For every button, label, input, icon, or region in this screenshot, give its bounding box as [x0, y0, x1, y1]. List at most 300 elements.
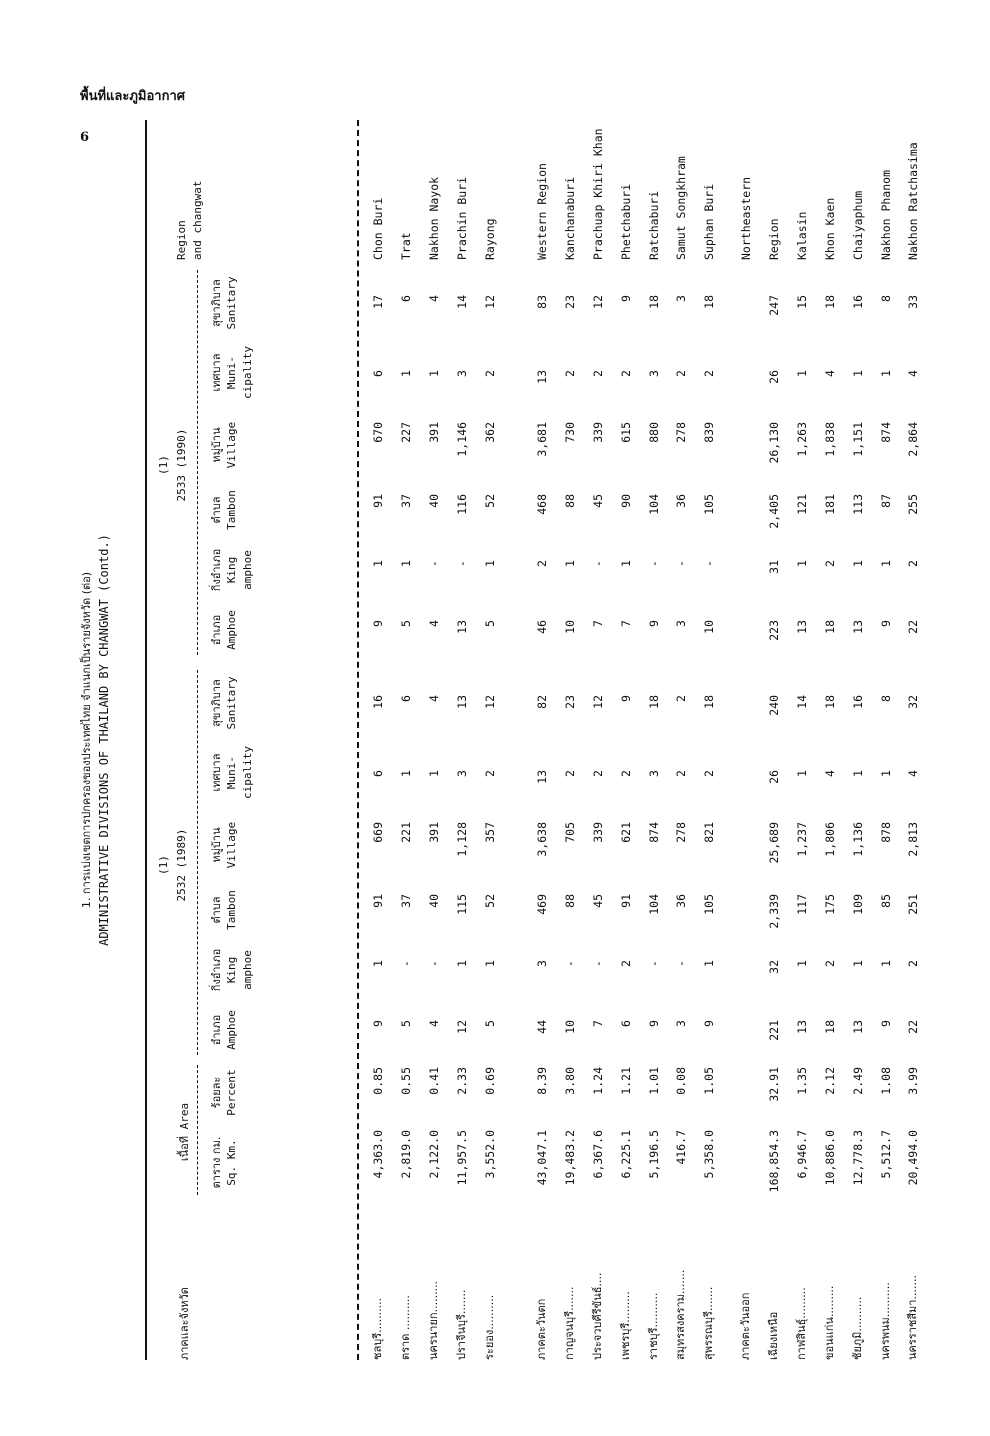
cell-m89: 3	[646, 770, 661, 777]
cell-sqkm: 12,778.3	[850, 1130, 865, 1186]
cell-v90: 1,146	[454, 422, 469, 457]
cell-pct: 2.33	[454, 1067, 469, 1095]
cell-k89: 1	[482, 960, 497, 967]
cell-s89: 18	[646, 695, 661, 709]
cell-a89: 12	[454, 1020, 469, 1034]
cell-k89: -	[562, 960, 577, 967]
cell-thai: ชัยภูมิ..........	[850, 1296, 864, 1360]
cell-t90: 88	[562, 494, 577, 508]
cell-k90: 2	[822, 560, 837, 567]
cell-v90: 874	[878, 422, 893, 443]
cell-a89: 18	[822, 1020, 837, 1034]
cell-s89: 8	[878, 695, 893, 702]
cell-s89: 6	[398, 695, 413, 702]
cell-pct: 0.69	[482, 1067, 497, 1095]
cell-v90: 880	[646, 422, 661, 443]
header-amphoe-90-eng: Amphoe	[225, 610, 238, 650]
cell-m90: 1	[878, 370, 893, 377]
header-amphoe-90-thai: อำเภอ	[210, 614, 223, 646]
cell-s90: 83	[534, 295, 549, 309]
cell-thai: เฉียงเหนือ	[766, 1311, 780, 1360]
cell-k90: 2	[534, 560, 549, 567]
cell-pct: 2.12	[822, 1067, 837, 1095]
cell-k89: 1	[850, 960, 865, 967]
cell-eng: Nakhon Phanom	[878, 169, 893, 260]
cell-v89: 3,638	[534, 822, 549, 857]
cell-v90: 26,130	[766, 422, 781, 464]
page-header: พื้นที่และภูมิอากาศ	[80, 89, 186, 104]
cell-a90: 9	[371, 620, 385, 627]
cell-v89: 874	[646, 822, 661, 843]
cell-t90: 181	[822, 494, 837, 515]
cell-sqkm: 43,047.1	[534, 1130, 549, 1186]
cell-sqkm: 5,358.0	[702, 1130, 717, 1179]
header-year2: 2533 (1990)	[175, 428, 188, 502]
area-group-rule	[197, 1065, 198, 1195]
cell-sqkm: 6,367.6	[590, 1130, 605, 1179]
cell-k90: -	[702, 560, 717, 567]
cell-s90: 16	[850, 295, 865, 309]
cell-s90	[738, 295, 754, 335]
cell-k89: -	[674, 960, 689, 967]
cell-s89: 16	[850, 695, 865, 709]
cell-k89: 3	[534, 960, 549, 967]
cell-thai: ระยอง..........	[482, 1294, 496, 1360]
cell-v90: 2,864	[906, 422, 921, 457]
header-king-89-thai: กิ่งอำเภอ	[210, 948, 223, 992]
header-tambon-90-eng: Tambon	[225, 490, 238, 530]
cell-t89: 115	[454, 894, 469, 915]
cell-m90: 3	[454, 370, 469, 377]
cell-a90: 13	[850, 620, 865, 634]
header-muni-90-eng: Muni-	[225, 355, 238, 390]
cell-t89: 52	[482, 894, 497, 908]
cell-t89: 36	[674, 894, 689, 908]
cell-eng: Prachuap Khiri Khan	[590, 128, 605, 260]
header-pct-thai: ร้อยละ	[210, 1076, 223, 1109]
cell-s89: 23	[562, 695, 577, 709]
cell-m90: 13	[534, 370, 549, 384]
cell-m90: 2	[482, 370, 497, 377]
header-village-90-thai: หมู่บ้าน	[210, 427, 223, 463]
cell-pct: 0.41	[426, 1067, 441, 1095]
cell-t89: 2,339	[766, 894, 781, 929]
cell-a90: 5	[398, 620, 413, 627]
cell-v90: 1,151	[850, 422, 865, 457]
page-number: 6	[80, 130, 90, 145]
table-title-thai: 1. การแบ่งเขตการปกครองของประเทศไทย จำแนกเป็นรายจังหวัด (ต่อ)	[80, 571, 93, 909]
cell-a89: 13	[794, 1020, 809, 1034]
cell-m90: 4	[906, 370, 921, 377]
header-sqkm-eng: Sq. Km.	[225, 1139, 238, 1186]
cell-pct: 3.80	[562, 1067, 577, 1095]
cell-a89: 9	[371, 1020, 385, 1027]
cell-v89	[738, 822, 754, 880]
cell-k90: 1	[562, 560, 577, 567]
cell-thai: ราชบุรี..........	[646, 1292, 660, 1360]
cell-m90: 3	[646, 370, 661, 377]
cell-v90: 615	[618, 422, 633, 443]
cell-a90	[738, 620, 754, 660]
header-bottom-rule	[357, 120, 359, 1360]
cell-thai: ประจวบคีรีขันธ์....	[590, 1272, 604, 1360]
cell-thai: ตราด ..........	[398, 1295, 412, 1360]
cell-t89: 109	[850, 894, 865, 915]
header-year1-note: (1)	[157, 855, 170, 875]
cell-sqkm: 11,957.5	[454, 1130, 469, 1186]
cell-t89	[738, 894, 754, 940]
cell-a89: 44	[534, 1020, 549, 1034]
cell-t90: 91	[371, 494, 385, 508]
cell-thai: ขอนแก่น.........	[822, 1285, 836, 1360]
cell-s89: 12	[590, 695, 605, 709]
cell-a89: 9	[878, 1020, 893, 1027]
cell-t89: 91	[618, 894, 633, 908]
cell-m89: 2	[674, 770, 689, 777]
cell-v89: 669	[371, 822, 385, 843]
cell-m89	[738, 770, 754, 800]
cell-sqkm: 3,552.0	[482, 1130, 497, 1179]
cell-thai: ภาคตะวันออก	[739, 1292, 753, 1360]
cell-a89: 13	[850, 1020, 865, 1034]
cell-eng: Phetchaburi	[618, 183, 633, 260]
cell-k90: 1	[618, 560, 633, 567]
cell-eng: Western Region	[534, 163, 549, 260]
cell-v90: 339	[590, 422, 605, 443]
cell-pct: 3.99	[906, 1067, 921, 1095]
cell-s89: 82	[534, 695, 549, 709]
cell-v89: 1,806	[822, 822, 837, 857]
cell-s89: 14	[794, 695, 809, 709]
cell-k90: 1	[371, 560, 385, 567]
cell-s89	[738, 695, 754, 735]
cell-m90: 2	[562, 370, 577, 377]
cell-m89: 1	[398, 770, 413, 777]
header-tambon-89-thai: ตำบล	[210, 896, 223, 924]
cell-t89: 85	[878, 894, 893, 908]
cell-v90: 362	[482, 422, 497, 443]
year1-rule	[197, 670, 198, 1055]
cell-a90: 13	[794, 620, 809, 634]
header-sanitary-89-thai: สุขาภิบาล	[210, 679, 223, 727]
cell-s90: 247	[766, 295, 781, 316]
cell-v89: 25,689	[766, 822, 781, 864]
cell-m89: 4	[822, 770, 837, 777]
cell-v90: 839	[702, 422, 717, 443]
cell-eng: Region	[766, 218, 781, 260]
cell-t89: 37	[398, 894, 413, 908]
cell-m89: 1	[850, 770, 865, 777]
cell-s89: 4	[426, 695, 441, 702]
cell-thai: นครนายก.........	[426, 1280, 440, 1360]
cell-sqkm: 19,483.2	[562, 1130, 577, 1186]
cell-pct: 0.08	[674, 1067, 689, 1095]
cell-t90: 104	[646, 494, 661, 515]
cell-t89: 117	[794, 894, 809, 915]
cell-t90: 116	[454, 494, 469, 515]
cell-pct: 2.49	[850, 1067, 865, 1095]
cell-t89: 175	[822, 894, 837, 915]
cell-t89: 88	[562, 894, 577, 908]
header-region-thai: ภาคและจังหวัด	[178, 1287, 191, 1360]
header-sanitary-89-eng: Sanitary	[225, 676, 238, 730]
cell-eng: Khon Kaen	[822, 197, 837, 260]
year2-rule	[197, 270, 198, 655]
cell-pct: 1.05	[702, 1067, 717, 1095]
cell-pct: 1.21	[618, 1067, 633, 1095]
cell-v90: 3,681	[534, 422, 549, 457]
cell-s90: 18	[646, 295, 661, 309]
cell-m89: 26	[766, 770, 781, 784]
cell-a90: 10	[702, 620, 717, 634]
cell-a90: 7	[590, 620, 605, 627]
cell-sqkm: 4,363.0	[371, 1130, 385, 1179]
cell-v89: 1,136	[850, 822, 865, 857]
cell-a90: 4	[426, 620, 441, 627]
cell-sqkm: 168,854.3	[766, 1130, 781, 1193]
cell-a89: 5	[482, 1020, 497, 1027]
cell-eng: Nakhon Ratchasima	[906, 142, 921, 260]
cell-v90: 730	[562, 422, 577, 443]
cell-v89: 221	[398, 822, 413, 843]
cell-pct: 1.35	[794, 1067, 809, 1095]
cell-sqkm	[738, 1130, 754, 1200]
cell-t90: 36	[674, 494, 689, 508]
header-king-90-eng2: amphoe	[241, 550, 254, 590]
cell-k90: 2	[906, 560, 921, 567]
cell-s90: 18	[822, 295, 837, 309]
cell-pct: 0.55	[398, 1067, 413, 1095]
cell-k89: -	[590, 960, 605, 967]
cell-eng: Samut Songkhram	[674, 156, 689, 260]
cell-sqkm: 2,122.0	[426, 1130, 441, 1179]
cell-v89: 821	[702, 822, 717, 843]
cell-k89: 2	[822, 960, 837, 967]
header-region-eng-2: and changwat	[191, 180, 204, 260]
cell-sqkm: 5,512.7	[878, 1130, 893, 1179]
cell-a89: 221	[766, 1020, 781, 1041]
cell-k90: -	[426, 560, 441, 567]
header-sqkm-thai: ตาราง กม.	[210, 1136, 223, 1189]
cell-m89: 6	[371, 770, 385, 777]
cell-m90: 2	[590, 370, 605, 377]
cell-v89: 278	[674, 822, 689, 843]
cell-sqkm: 2,819.0	[398, 1130, 413, 1179]
cell-m89: 1	[426, 770, 441, 777]
cell-t90: 45	[590, 494, 605, 508]
cell-sqkm: 6,225.1	[618, 1130, 633, 1179]
cell-a90: 18	[822, 620, 837, 634]
cell-k90	[738, 560, 754, 600]
cell-v90: 391	[426, 422, 441, 443]
header-year2-note: (1)	[157, 455, 170, 475]
cell-t89: 40	[426, 894, 441, 908]
cell-m90: 2	[674, 370, 689, 377]
cell-a90: 7	[618, 620, 633, 627]
cell-eng: Ratchaburi	[646, 190, 661, 260]
cell-k89: -	[398, 960, 413, 967]
cell-thai: กาฬสินธุ์.........	[794, 1287, 808, 1360]
cell-a90: 9	[646, 620, 661, 627]
header-amphoe-89-eng: Amphoe	[225, 1010, 238, 1050]
cell-m89: 1	[794, 770, 809, 777]
header-king-90-thai: กิ่งอำเภอ	[210, 548, 223, 592]
cell-v89: 2,813	[906, 822, 921, 857]
cell-s90: 33	[906, 295, 921, 309]
cell-m90	[738, 370, 754, 400]
cell-m90: 1	[850, 370, 865, 377]
cell-t89: 91	[371, 894, 385, 908]
cell-k89	[738, 960, 754, 1000]
cell-k90: 1	[482, 560, 497, 567]
cell-a90: 10	[562, 620, 577, 634]
cell-eng: Northeastern	[739, 176, 754, 260]
cell-s90: 15	[794, 295, 809, 309]
cell-thai: นครพนม..........	[878, 1282, 892, 1360]
cell-s89: 18	[822, 695, 837, 709]
cell-k89: -	[426, 960, 441, 967]
cell-k89: 1	[878, 960, 893, 967]
cell-m90: 1	[398, 370, 413, 377]
cell-thai: นครราชสีมา.......	[906, 1275, 920, 1360]
cell-t89: 104	[646, 894, 661, 915]
cell-a90: 3	[674, 620, 689, 627]
cell-sqkm: 5,196.5	[646, 1130, 661, 1179]
cell-v89: 621	[618, 822, 633, 843]
cell-sqkm: 10,886.0	[822, 1130, 837, 1186]
cell-thai: สมุทรสงคราม.......	[674, 1269, 688, 1360]
cell-sqkm: 20,494.0	[906, 1130, 921, 1186]
cell-a90: 13	[454, 620, 469, 634]
cell-a89: 3	[674, 1020, 689, 1027]
cell-t90: 90	[618, 494, 633, 508]
cell-k89: 2	[906, 960, 921, 967]
cell-k90: -	[646, 560, 661, 567]
header-year1: 2532 (1989)	[175, 828, 188, 902]
cell-a89: 9	[702, 1020, 717, 1027]
cell-s90: 3	[674, 295, 689, 302]
cell-s90: 9	[618, 295, 633, 302]
cell-s89: 240	[766, 695, 781, 716]
cell-k90: 1	[398, 560, 413, 567]
cell-thai: สุพรรณบุรี.......	[702, 1286, 716, 1360]
header-muni-90-thai: เทศบาล	[210, 353, 223, 392]
cell-v89: 705	[562, 822, 577, 843]
cell-pct	[738, 1067, 754, 1125]
cell-t90: 468	[534, 494, 549, 515]
header-village-89-eng: Village	[225, 821, 238, 869]
cell-s90: 8	[878, 295, 893, 302]
cell-k89: 1	[702, 960, 717, 967]
cell-m90: 1	[426, 370, 441, 377]
cell-t90: 255	[906, 494, 921, 515]
cell-t90: 87	[878, 494, 893, 508]
header-tambon-89-eng: Tambon	[225, 890, 238, 930]
cell-s90: 12	[482, 295, 497, 309]
cell-v90: 278	[674, 422, 689, 443]
header-amphoe-89-thai: อำเภอ	[210, 1014, 223, 1046]
cell-t89: 251	[906, 894, 921, 915]
cell-v89: 878	[878, 822, 893, 843]
cell-s90: 17	[371, 295, 385, 309]
cell-m89: 4	[906, 770, 921, 777]
cell-a89: 5	[398, 1020, 413, 1027]
cell-k90: 1	[850, 560, 865, 567]
cell-a89: 4	[426, 1020, 441, 1027]
cell-k90: -	[454, 560, 469, 567]
cell-eng: Chaiyaphum	[850, 190, 865, 260]
cell-t90: 40	[426, 494, 441, 508]
cell-eng: Chon Buri	[371, 197, 385, 260]
cell-eng: Prachin Buri	[454, 176, 469, 260]
header-muni-89-thai: เทศบาล	[210, 753, 223, 792]
cell-v89: 339	[590, 822, 605, 843]
cell-k89: 1	[794, 960, 809, 967]
cell-m90: 6	[371, 370, 385, 377]
cell-eng: Rayong	[482, 218, 497, 260]
cell-k90: 31	[766, 560, 781, 574]
header-sanitary-90-eng: Sanitary	[225, 276, 238, 330]
cell-m90: 4	[822, 370, 837, 377]
cell-thai: กาญจนบุรี.......	[562, 1286, 576, 1360]
cell-m90: 2	[618, 370, 633, 377]
header-area-group: เนื้อที่ Area	[178, 1102, 191, 1162]
cell-k89: 1	[371, 960, 385, 967]
cell-s90: 6	[398, 295, 413, 302]
cell-v90: 1,263	[794, 422, 809, 457]
cell-s90: 4	[426, 295, 441, 302]
cell-t90: 2,405	[766, 494, 781, 529]
cell-v90: 227	[398, 422, 413, 443]
cell-a90: 9	[878, 620, 893, 627]
rotated-table	[80, 120, 935, 1360]
cell-k90: 1	[794, 560, 809, 567]
cell-m90: 1	[794, 370, 809, 377]
cell-eng: Nakhon Nayok	[426, 176, 441, 260]
cell-pct: 1.01	[646, 1067, 661, 1095]
cell-m89: 2	[590, 770, 605, 777]
cell-eng: Suphan Buri	[702, 183, 717, 260]
cell-s89: 13	[454, 695, 469, 709]
cell-pct: 8.39	[534, 1067, 549, 1095]
cell-t90	[738, 494, 754, 540]
cell-a89: 6	[618, 1020, 633, 1027]
cell-v89: 357	[482, 822, 497, 843]
cell-k90: -	[590, 560, 605, 567]
cell-m89: 2	[482, 770, 497, 777]
cell-a89: 22	[906, 1020, 921, 1034]
header-tambon-90-thai: ตำบล	[210, 496, 223, 524]
cell-s90: 14	[454, 295, 469, 309]
cell-s90: 23	[562, 295, 577, 309]
cell-s89: 16	[371, 695, 385, 709]
cell-s89: 32	[906, 695, 921, 709]
cell-a90: 223	[766, 620, 781, 641]
cell-t89: 469	[534, 894, 549, 915]
cell-m89: 3	[454, 770, 469, 777]
cell-v90: 670	[371, 422, 385, 443]
cell-k89: 1	[454, 960, 469, 967]
cell-s90: 18	[702, 295, 717, 309]
header-king-90-eng: King	[225, 556, 238, 584]
cell-a89: 10	[562, 1020, 577, 1034]
cell-sqkm: 6,946.7	[794, 1130, 809, 1179]
cell-a89: 9	[646, 1020, 661, 1027]
cell-pct: 32.91	[766, 1067, 781, 1102]
cell-v89: 1,128	[454, 822, 469, 857]
cell-k90: 1	[878, 560, 893, 567]
cell-a90: 5	[482, 620, 497, 627]
